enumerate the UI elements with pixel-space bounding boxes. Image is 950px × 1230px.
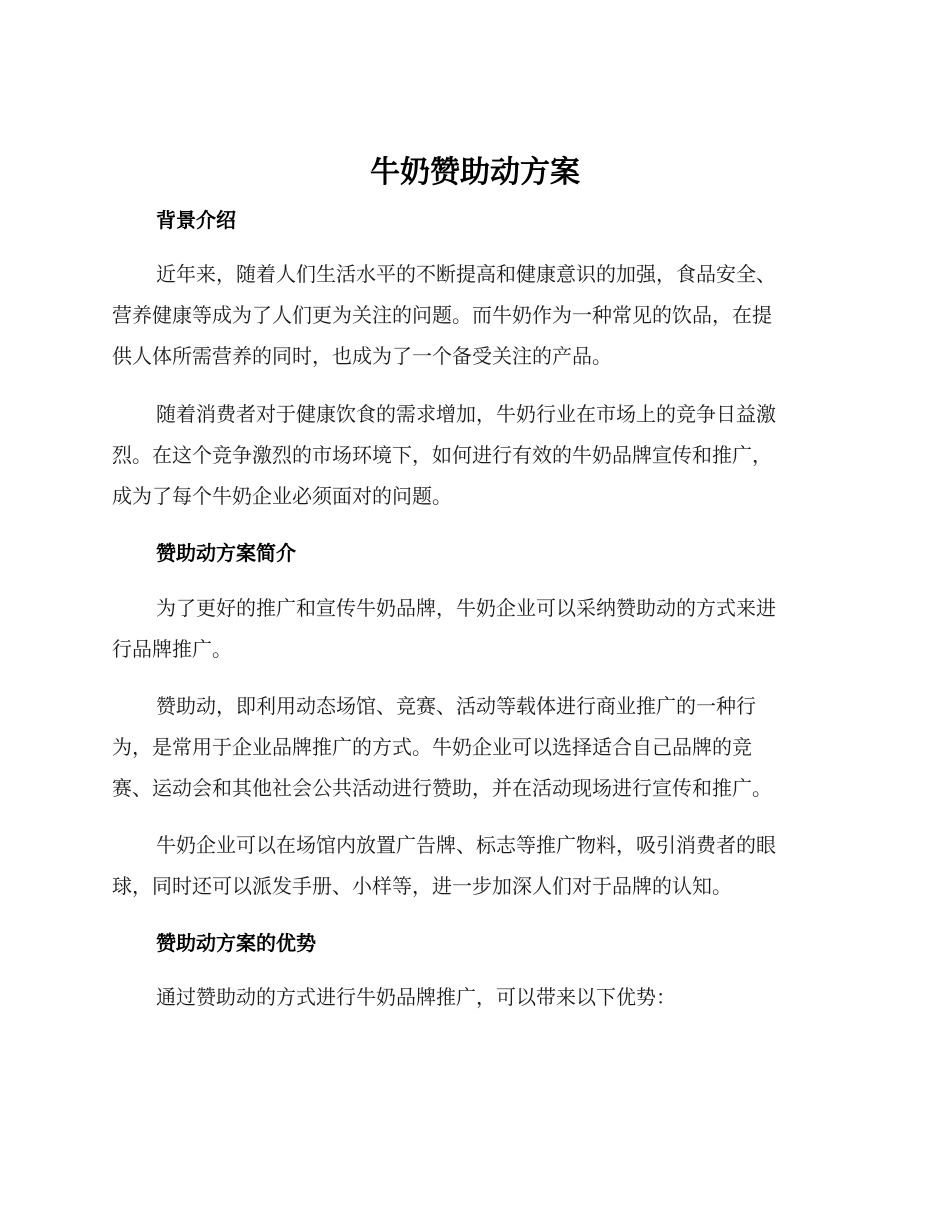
paragraph-line: 供人体所需营养的同时，也成为了一个备受关注的产品。 <box>112 344 612 368</box>
paragraph-line: 为，是常用于企业品牌推广的方式。牛奶企业可以选择适合自己品牌的竞 <box>112 735 752 759</box>
paragraph-intro-3 <box>112 825 852 907</box>
section-heading-background: 背景介绍 <box>156 208 236 232</box>
paragraph-background-1 <box>112 254 852 377</box>
paragraph-line: 烈。在这个竞争激烈的市场环境下，如何进行有效的牛奶品牌宣传和推广， <box>112 443 772 467</box>
paragraph-line: 为了更好的推广和宣传牛奶品牌，牛奶企业可以采纳赞助动的方式来进 <box>156 596 776 620</box>
paragraph-line: 赛、运动会和其他社会公共活动进行赞助，并在活动现场进行宣传和推广。 <box>112 776 772 800</box>
paragraph-line: 近年来，随着人们生活水平的不断提高和健康意识的加强，食品安全、 <box>156 262 776 286</box>
paragraph-line: 随着消费者对于健康饮食的需求增加，牛奶行业在市场上的竞争日益激 <box>156 402 776 426</box>
paragraph-line: 牛奶企业可以在场馆内放置广告牌、标志等推广物料，吸引消费者的眼 <box>156 833 776 857</box>
paragraph-intro-2 <box>112 686 852 809</box>
paragraph-line: 行品牌推广。 <box>112 637 232 661</box>
document-title: 牛奶赞助动方案 <box>370 155 580 190</box>
paragraph-line: 球，同时还可以派发手册、小样等，进一步加深人们对于品牌的认知。 <box>112 874 732 898</box>
paragraph-advantages-1 <box>112 977 852 1018</box>
section-heading-intro: 赞助动方案简介 <box>156 541 296 565</box>
paragraph-intro-1 <box>112 588 852 670</box>
paragraph-line: 赞助动，即利用动态场馆、竞赛、活动等载体进行商业推广的一种行 <box>156 694 756 718</box>
paragraph-line: 营养健康等成为了人们更为关注的问题。而牛奶作为一种常见的饮品，在提 <box>112 303 772 327</box>
paragraph-line: 通过赞助动的方式进行牛奶品牌推广，可以带来以下优势： <box>156 985 676 1009</box>
paragraph-background-2 <box>112 394 852 517</box>
section-heading-advantages: 赞助动方案的优势 <box>156 931 316 955</box>
paragraph-line: 成为了每个牛奶企业必须面对的问题。 <box>112 484 452 508</box>
